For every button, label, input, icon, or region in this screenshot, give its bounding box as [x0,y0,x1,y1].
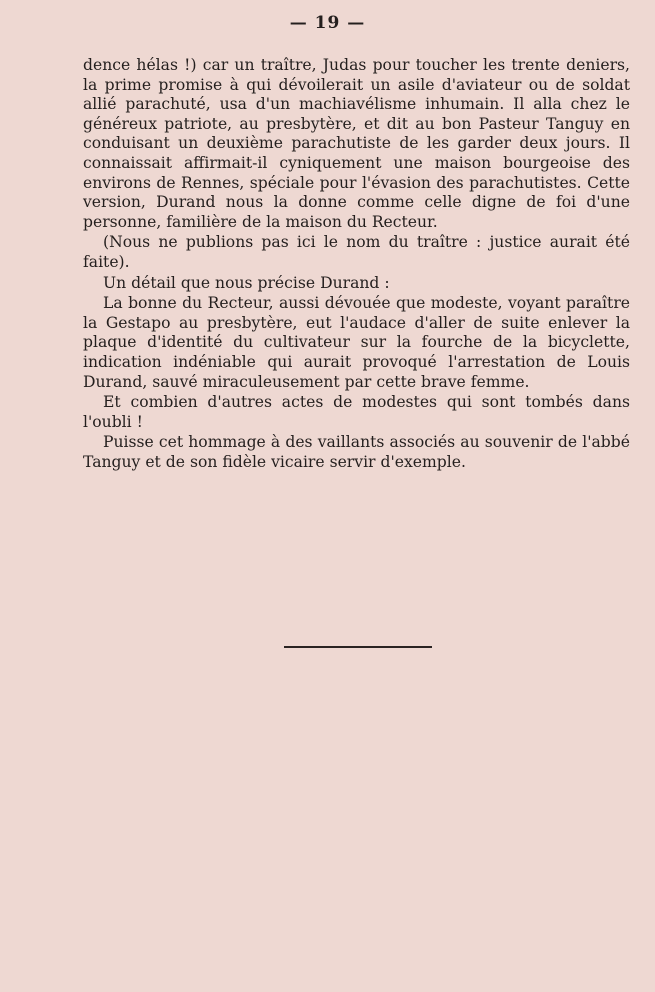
paragraph-6: Puisse cet hommage à des vaillants associés au souvenir de l'abbé Tanguy et de son fidèle vicaire servir d'exemple. [83,433,630,471]
page-number: — 19 — [289,13,366,33]
section-divider [284,646,432,648]
paragraph-1: dence hélas !) car un traître, Judas pour toucher les trente deniers, la prime promise à qui dévoilerait un asile d'aviateur ou de soldat allié parachuté, usa d'un machiavélisme inhumain. Il alla chez le généreux patriote, au presbytère, et dit au bon Pasteur Tanguy en conduisant un deuxième parachutiste de les garder deux jours. Il connaissait affirmait-il cyniquement une maison bourgeoise des environs de Rennes, spéciale pour l'évasion des parachutistes. Cette version, Durand nous la donne comme celle digne de foi d'une personne, familière de la maison du Recteur. [83,56,630,231]
body-text [83,56,630,473]
paragraph-2: (Nous ne publions pas ici le nom du traître : justice aurait été faite). [83,233,630,271]
paragraph-5: Et combien d'autres actes de modestes qui sont tombés dans l'oubli ! [83,393,630,431]
paragraph-3: Un détail que nous précise Durand : [103,273,390,292]
paragraph-4: La bonne du Recteur, aussi dévouée que modeste, voyant paraître la Gestapo au presbytère, eut l'audace d'aller de suite enlever la plaque d'identité du cultivateur sur la fourche de la bicyclette, indication indéniable qui aurait provoqué l'arrestation de Louis Durand, sauvé miraculeusement par cette brave femme. [83,294,630,391]
